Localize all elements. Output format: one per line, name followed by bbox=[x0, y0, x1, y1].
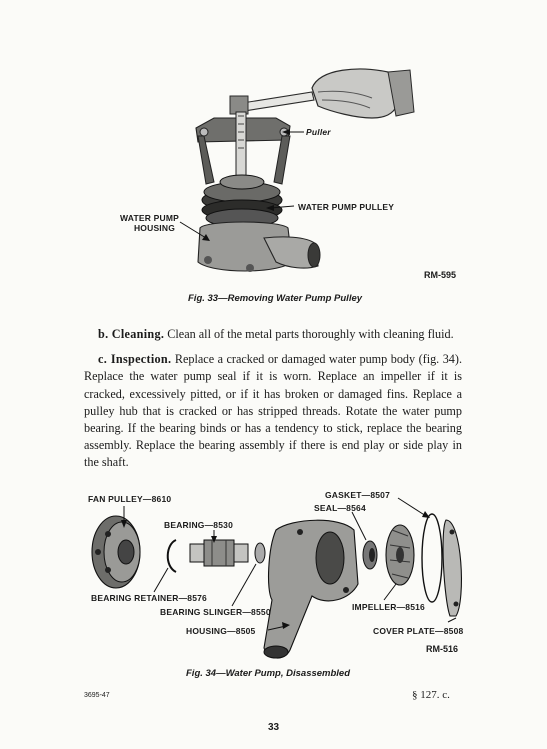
label-bearing: BEARING—8530 bbox=[164, 520, 234, 530]
label-housing-line1: WATER PUMP bbox=[120, 213, 179, 223]
seal-part bbox=[363, 541, 377, 569]
label-impeller: IMPELLER—8516 bbox=[352, 602, 425, 612]
bearing-retainer-part bbox=[168, 540, 176, 572]
fan-pulley-part bbox=[92, 516, 140, 588]
label-cover-plate: COVER PLATE—8508 bbox=[373, 626, 464, 636]
label-bearing-slinger: BEARING SLINGER—8550 bbox=[160, 607, 271, 617]
heading-inspection: c. Inspection. bbox=[98, 352, 172, 367]
label-fan-pulley: FAN PULLEY—8610 bbox=[88, 494, 172, 504]
figure-34-caption: Fig. 34—Water Pump, Disassembled bbox=[186, 668, 351, 679]
leader-cover-plate bbox=[448, 618, 456, 622]
label-housing-line2: HOUSING bbox=[133, 223, 176, 233]
impeller-part bbox=[386, 525, 414, 585]
text-cleaning: Clean all of the metal parts thoroughly with cleaning fluid. bbox=[164, 327, 454, 341]
label-seal: SEAL—8564 bbox=[314, 503, 366, 513]
label-bearing-retainer: BEARING RETAINER—8576 bbox=[91, 593, 207, 603]
bearing-part bbox=[190, 540, 248, 566]
label-water-pump-pulley: WATER PUMP PULLEY bbox=[298, 202, 395, 212]
leader-bearing-retainer bbox=[154, 568, 168, 592]
leader-bearing-slinger bbox=[232, 564, 256, 606]
heading-cleaning: b. Cleaning. bbox=[98, 327, 165, 341]
cover-plate-part bbox=[443, 520, 461, 616]
figure-33-caption: Fig. 33—Removing Water Pump Pulley bbox=[188, 293, 363, 304]
gasket-part bbox=[422, 514, 442, 602]
label-housing-34: HOUSING—8505 bbox=[186, 626, 256, 636]
page-number: 33 bbox=[268, 722, 280, 733]
figure-33-ref-code: RM-595 bbox=[424, 270, 457, 280]
section-reference: § 127. c. bbox=[412, 689, 450, 701]
figure-34-ref-code: RM-516 bbox=[426, 644, 459, 654]
leader-gasket bbox=[398, 498, 426, 516]
label-puller: Puller bbox=[306, 127, 331, 137]
bearing-slinger-part bbox=[255, 543, 265, 563]
text-inspection: Replace a cracked or damaged water pump body (fig. 34). Replace the water pump seal if it is worn. Replace an impeller if it is cracked, excessively pitted, or if it has broken or damaged fins. Replace a pulley hub that is cracked or has stripped threads. Rotate the water pump bearing. If the bearing binds or has a tendency to stick, replace the bearing assembly. Replace the bearing assembly if there is end play or side play in the shaft. bbox=[84, 352, 462, 470]
leader-impeller bbox=[384, 584, 396, 600]
footer-code: 3695-47 bbox=[84, 692, 110, 699]
housing-part bbox=[264, 520, 358, 658]
label-gasket: GASKET—8507 bbox=[325, 490, 391, 500]
